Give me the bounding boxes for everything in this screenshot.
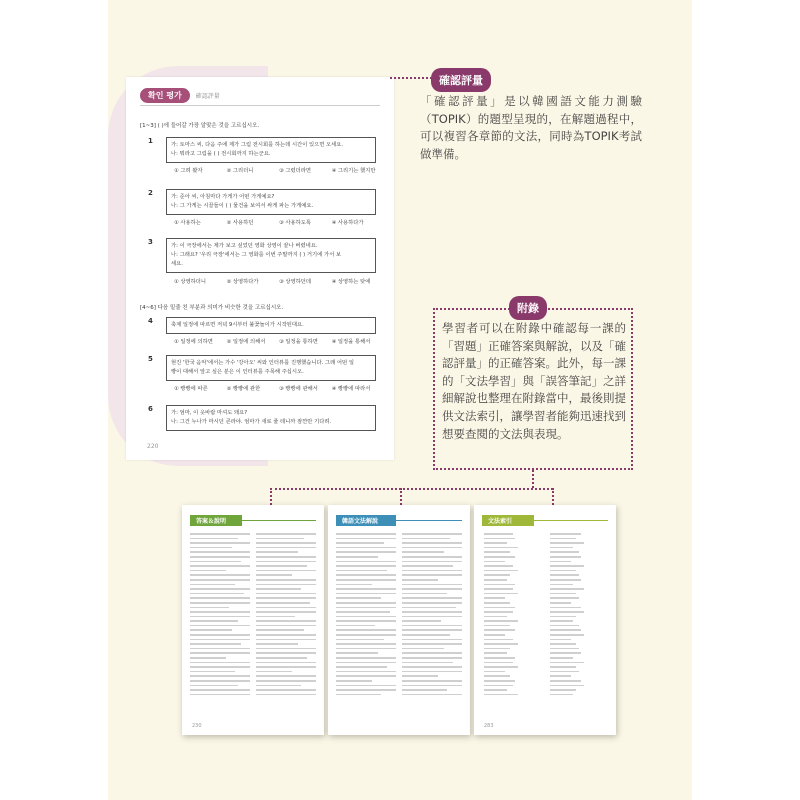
question-box [166, 189, 376, 215]
answer-options [174, 384, 384, 392]
option-3: ③ 그렸더라면 [279, 168, 312, 174]
thumbnail-index [474, 505, 616, 735]
callout-label-assessment: 確認評量 [431, 68, 491, 92]
option-4: ④ 사용하다가 [331, 220, 364, 226]
thumbnail-rule [394, 520, 462, 521]
connector-line [532, 470, 534, 488]
assessment-page [126, 77, 394, 460]
option-2: ② 사용하던 [226, 220, 254, 226]
connector-line [270, 488, 553, 490]
connector-line [270, 488, 272, 505]
option-1: ① 일정에 의하면 [174, 339, 213, 345]
question-line: 가: 준아 씨, 아침마다 가게가 어떤 가게예요? [171, 194, 275, 200]
question-number: 3 [148, 238, 153, 246]
thumbnail-answers [182, 505, 324, 735]
option-2: ② 그리더니 [226, 168, 254, 174]
question-line: 현진 '한국 음악'에서는 가수 '강아오' 씨와 인터뷰를 진행했습니다. 그래 어떤 일 [171, 360, 354, 366]
answer-options [174, 166, 384, 174]
text-column [190, 533, 250, 698]
index-column [484, 533, 536, 698]
question-line: 가: 이 극장에서는 제가 보고 싶었던 영화 상영이 끝나 버렸네요. [171, 243, 318, 249]
option-4: ④ 빵빵에 따라서 [331, 386, 371, 392]
thumbnail-rule [240, 520, 316, 521]
option-2: ② 상영하다가 [226, 279, 259, 285]
option-1: ① 상영하더니 [174, 279, 207, 285]
text-column [256, 533, 316, 698]
question-box [166, 137, 376, 163]
question-number: 2 [148, 189, 153, 197]
option-4: ④ 일정을 통해서 [331, 339, 371, 345]
option-1: ① 그려 봤자 [174, 168, 203, 174]
page-header [140, 87, 220, 103]
page-number: 220 [147, 443, 159, 450]
question-number: 4 [148, 317, 153, 325]
option-4: ④ 상영하는 탓에 [331, 279, 371, 285]
question-line: 나: 그래요? '우리 극장'에서는 그 영화를 이번 주말까지 ( ) 거기에 가서 보 [171, 252, 342, 258]
option-2: ② 일정에 의해서 [226, 339, 266, 345]
answer-options [174, 337, 384, 345]
header-divider [140, 105, 380, 106]
thumbnail-grammar [328, 505, 470, 735]
instruction-2: [4~6] 다음 밑줄 친 부분과 의미가 비슷한 것을 고르십시오. [140, 305, 284, 311]
question-number: 5 [148, 355, 153, 363]
question-line: 가: 엄마, 이 옷바람 마셔도 돼요? [171, 410, 248, 416]
question-number: 1 [148, 137, 153, 145]
text-column [402, 533, 462, 698]
connector-line [390, 77, 432, 79]
question-line: 축제 일정에 따르면 저녁 9시부터 불꽃놀이가 시작된대요. [171, 322, 304, 328]
option-3: ③ 빵빵에 관해서 [279, 386, 318, 392]
answer-options [174, 218, 384, 226]
answer-options [174, 277, 384, 285]
thumbnail-page-number: 283 [484, 723, 494, 729]
thumbnail-title: 答案＆說明 [190, 515, 242, 526]
question-box [166, 355, 376, 381]
question-line: 나: 뭐라고 그림을 ( ) 전시회까지 하는군요. [171, 151, 271, 157]
section-subtab: 確認評量 [195, 92, 220, 100]
question-box [166, 238, 376, 273]
question-box [166, 405, 376, 431]
thumbnail-title: 文法索引 [482, 515, 534, 526]
question-line: 빵이 대해서 앞고 싶은 분은 이 인터뷰를 주목해 주십시오. [171, 369, 304, 375]
option-1: ① 사용하는 [174, 220, 201, 226]
text-column [336, 533, 396, 698]
thumbnail-page-number: 230 [192, 723, 202, 729]
index-column [550, 533, 602, 698]
question-line: 세요. [171, 261, 183, 267]
option-1: ① 빵빵에 따른 [174, 386, 208, 392]
question-line: 가: 토마스 씨, 다음 주에 제가 그림 전시회를 하는데 시간이 있으면 오세요. [171, 142, 344, 148]
section-tab: 확인 평가 [140, 88, 190, 103]
thumbnail-title: 韓語文法解說 [336, 515, 396, 526]
option-4: ④ 그리기는 했지만 [331, 168, 376, 174]
thumbnail-rule [532, 520, 608, 521]
option-3: ③ 일정을 통하면 [279, 339, 318, 345]
question-line: 나: 그건 누나가 마시던 콘라야. 엄마가 새로 줄 테니까 잠깐만 기다려. [171, 419, 332, 425]
question-line: 나: 그 가게는 시끌들이 ( ) 물건을 보여서 싸게 파는 가게예요. [171, 203, 314, 209]
connector-line [400, 488, 402, 505]
question-box [166, 317, 376, 334]
option-2: ② 빵빵에 관한 [226, 386, 261, 392]
option-3: ③ 상영하던데 [279, 279, 312, 285]
callout-text-appendix: 學習者可以在附錄中確認每一課的「習題」正確答案與解說，以及「確認評量」的正確答案。此外，每一課的「文法學習」與「誤答筆記」之詳細解說也整理在附錄當中，最後則提供文法索引，讓學習者能夠迅速找到想要查閱的文法與表現。 [442, 321, 626, 441]
connector-line [552, 488, 554, 505]
instruction-1: [1~3] ( )에 들어갈 가장 알맞은 것을 고르십시오. [140, 123, 260, 129]
callout-text-assessment: 「確認評量」是以韓國語文能力測驗（TOPIK）的題型呈現的，在解題過程中，可以複習各章節的文法，同時為TOPIK考試做準備。 [420, 94, 642, 161]
question-number: 6 [148, 405, 153, 413]
callout-label-appendix: 附錄 [509, 296, 547, 320]
option-3: ③ 사용하도록 [279, 220, 312, 226]
